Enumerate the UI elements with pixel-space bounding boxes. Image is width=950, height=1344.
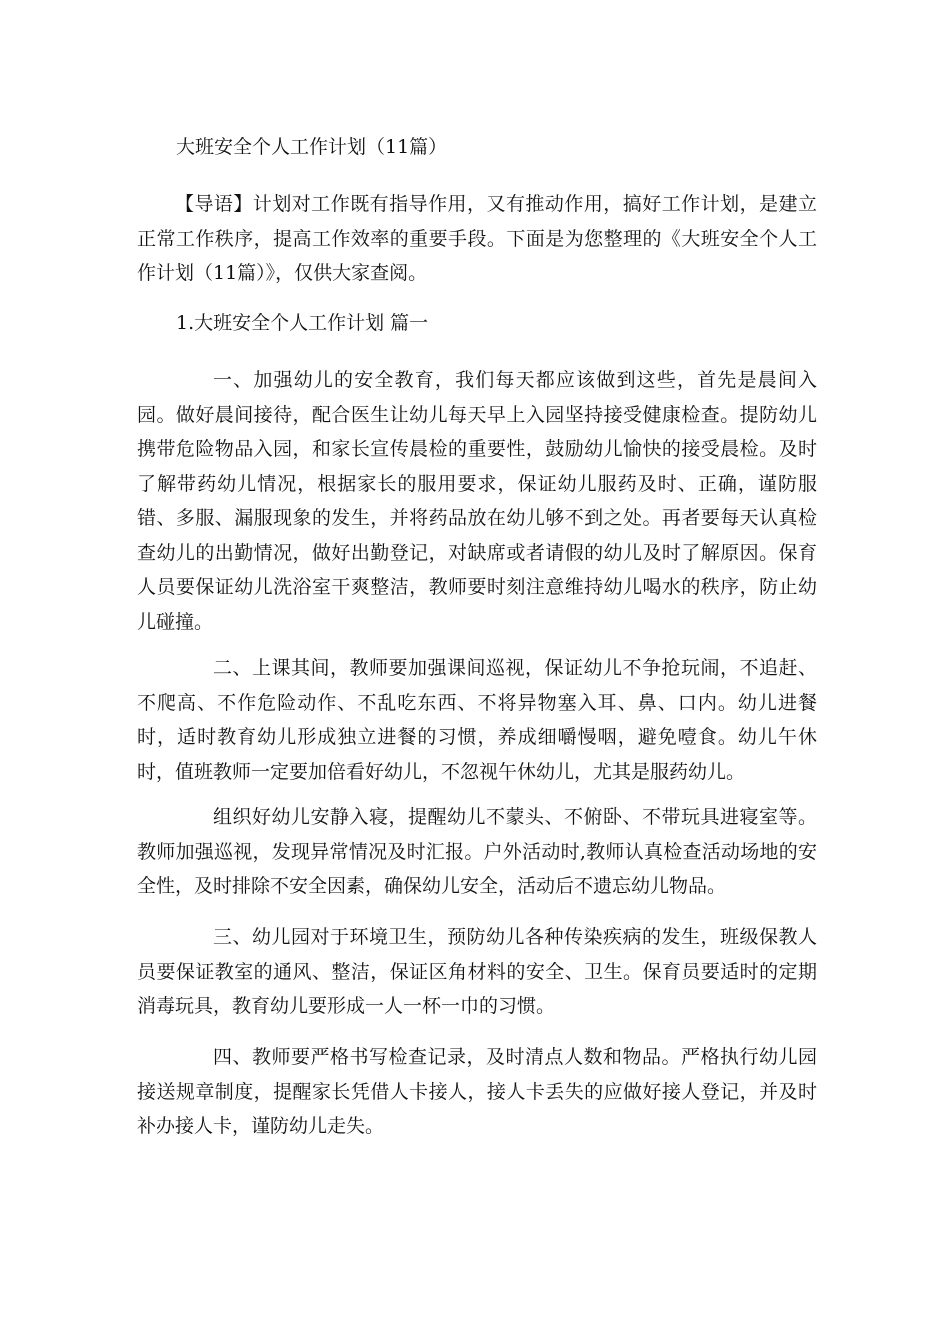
intro-paragraph: 【导语】计划对工作既有指导作用，又有推动作用，搞好工作计划，是建立正常工作秩序，提高工作效率的重要手段。下面是为您整理的《大班安全个人工作计划（11篇）》，仅供大家查阅。 — [137, 193, 817, 284]
paragraph-3: 组织好幼儿安静入寝，提醒幼儿不蒙头、不俯卧、不带玩具进寝室等。教师加强巡视，发现异常情况及时汇报。户外活动时,教师认真检查活动场地的安全性，及时排除不安全因素，确保幼儿安全，活动后不遗忘幼儿物品。 — [137, 806, 817, 897]
document-title: 大班安全个人工作计划（11篇） — [176, 136, 448, 158]
paragraph-5: 四、教师要严格书写检查记录，及时清点人数和物品。严格执行幼儿园接送规章制度，提醒家长凭借人卡接人，接人卡丢失的应做好接人登记，并及时补办接人卡，谨防幼儿走失。 — [137, 1046, 817, 1137]
paragraph-1: 一、加强幼儿的安全教育，我们每天都应该做到这些，首先是晨间入园。做好晨间接待，配合医生让幼儿每天早上入园坚持接受健康检查。提防幼儿携带危险物品入园，和家长宣传晨检的重要性，鼓励幼儿愉快的接受晨检。及时了解带药幼儿情况，根据家长的服用要求，保证幼儿服药及时、正确，谨防服错、多服、漏服现象的发生，并将药品放在幼儿够不到之处。再者要每天认真检查幼儿的出勤情况，做好出勤登记，对缺席或者请假的幼儿及时了解原因。保育人员要保证幼儿洗浴室干爽整洁，教师要时刻注意维持幼儿喝水的秩序，防止幼儿碰撞。 — [137, 369, 817, 633]
paragraph-4: 三、幼儿园对于环境卫生，预防幼儿各种传染疾病的发生，班级保教人员要保证教室的通风、整洁，保证区角材料的安全、卫生。保育员要适时的定期消毒玩具，教育幼儿要形成一人一杯一巾的习惯。 — [137, 926, 817, 1017]
section-heading: 1.大班安全个人工作计划 篇一 — [176, 312, 429, 334]
paragraph-2: 二、上课其间，教师要加强课间巡视，保证幼儿不争抢玩闹，不追赶、不爬高、不作危险动作、不乱吃东西、不将异物塞入耳、鼻、口内。幼儿进餐时，适时教育幼儿形成独立进餐的习惯，养成细嚼慢咽，避免噎食。幼儿午休时，值班教师一定要加倍看好幼儿，不忽视午休幼儿，尤其是服药幼儿。 — [137, 657, 817, 783]
